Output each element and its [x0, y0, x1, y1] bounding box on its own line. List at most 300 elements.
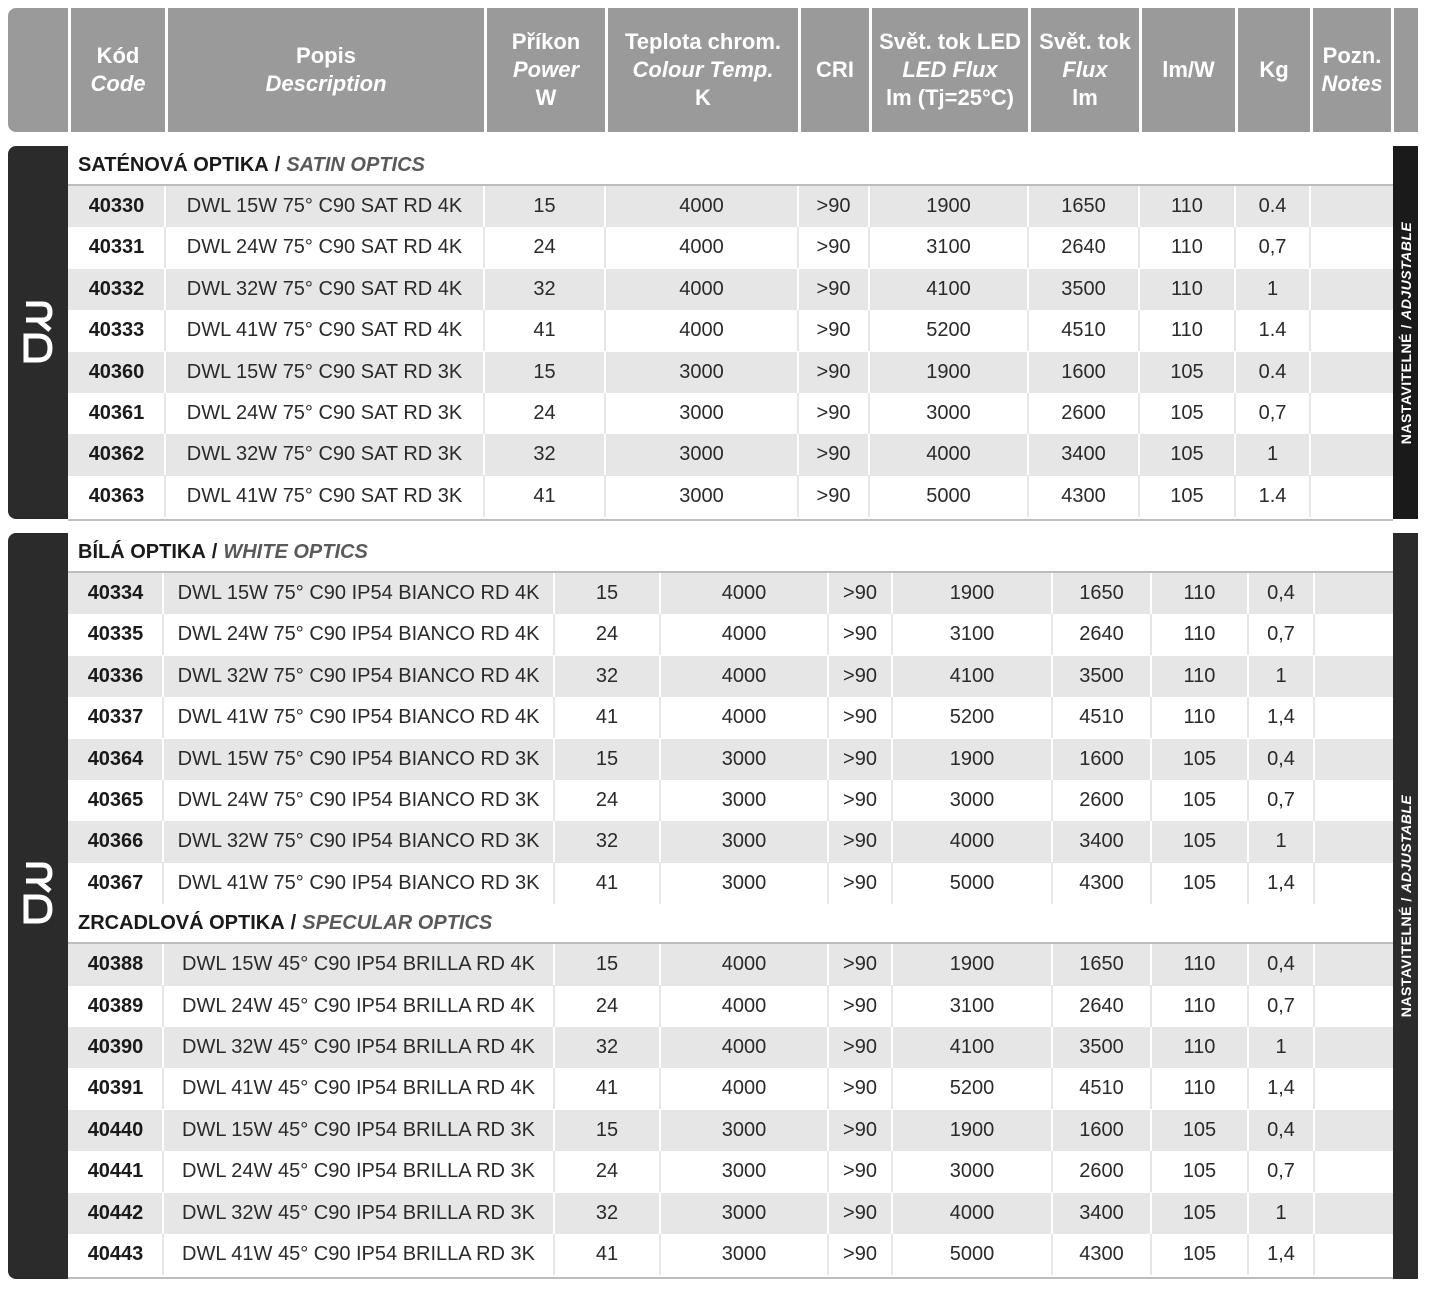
- cell-flux: 1600: [1061, 360, 1106, 383]
- table-row: [68, 1151, 1393, 1192]
- cell-code: 40391: [87, 1077, 144, 1100]
- table-row: [68, 821, 1393, 862]
- cell-led-flux: 1900: [949, 953, 995, 976]
- table-row: [68, 476, 1393, 521]
- cell-description: DWL 41W 75° C90 IP54 BIANCO RD 4K: [177, 706, 540, 729]
- cell-code: 40367: [87, 871, 144, 894]
- cell-code: 40390: [87, 1036, 144, 1058]
- cell-notes: [1310, 352, 1393, 393]
- cell-efficacy: 105: [1182, 789, 1217, 811]
- group-title-sep: /: [274, 153, 281, 176]
- cell-cri: >90: [816, 402, 851, 424]
- cell-weight: 1,4: [1267, 871, 1295, 894]
- cell-colour-temp: 3000: [679, 402, 724, 424]
- cell-cri: >90: [843, 1201, 877, 1224]
- rd-logo-icon: [22, 861, 54, 925]
- cell-efficacy: 110: [1183, 664, 1216, 687]
- table-row: [68, 310, 1393, 351]
- cell-notes: [1310, 434, 1393, 475]
- cell-notes: [1314, 1068, 1393, 1109]
- cell-code: 40336: [87, 664, 144, 687]
- cell-led-flux: 4000: [926, 443, 971, 466]
- cell-flux: 1650: [1079, 582, 1124, 604]
- cell-description: DWL 24W 45° C90 IP54 BRILLA RD 3K: [182, 1160, 535, 1183]
- cell-efficacy: 110: [1183, 994, 1216, 1017]
- cell-efficacy: 105: [1170, 443, 1204, 466]
- section-white-specular: [8, 533, 1418, 1279]
- table-row: [68, 944, 1393, 985]
- header-power-unit: W: [535, 85, 557, 110]
- rd-logo-icon: [22, 300, 54, 364]
- header-led-flux: [872, 8, 1028, 132]
- cell-description: DWL 15W 75° C90 IP54 BIANCO RD 4K: [177, 582, 540, 604]
- section-side-bar: [8, 533, 68, 1279]
- cell-led-flux: 4100: [949, 1036, 995, 1058]
- header-flux-cz: Svět. tok: [1039, 29, 1131, 54]
- cell-code: 40366: [87, 830, 144, 853]
- cell-efficacy: 105: [1182, 1160, 1217, 1183]
- cell-led-flux: 5200: [949, 1077, 995, 1100]
- cell-colour-temp: 3000: [721, 1160, 767, 1183]
- cell-colour-temp: 4000: [721, 623, 767, 646]
- cell-efficacy: 110: [1171, 195, 1203, 217]
- cell-code: 40360: [88, 360, 145, 383]
- cell-cri: >90: [843, 1243, 877, 1265]
- cell-notes: [1310, 269, 1393, 310]
- cell-weight: 0,7: [1267, 1160, 1295, 1183]
- cell-description: DWL 41W 45° C90 IP54 BRILLA RD 3K: [182, 1243, 535, 1265]
- cell-efficacy: 105: [1170, 360, 1204, 383]
- cell-flux: 2600: [1079, 1160, 1124, 1183]
- cell-efficacy: 110: [1183, 623, 1216, 646]
- adjustable-label: NASTAVITELNÉ / ADJUSTABLE: [1397, 794, 1414, 1018]
- group-title-en: SPECULAR OPTICS: [302, 911, 493, 934]
- header-colour-temp-unit: K: [695, 85, 711, 110]
- cell-description: DWL 41W 45° C90 IP54 BRILLA RD 4K: [182, 1077, 535, 1100]
- cell-code: 40440: [87, 1118, 144, 1141]
- cell-notes: [1314, 656, 1393, 697]
- cell-weight: 1: [1266, 443, 1279, 466]
- cell-cri: >90: [843, 871, 877, 894]
- cell-efficacy: 105: [1182, 871, 1217, 894]
- cell-led-flux: 1900: [949, 582, 995, 604]
- cell-flux: 2640: [1079, 994, 1124, 1017]
- cell-power: 32: [533, 277, 556, 300]
- cell-code: 40443: [87, 1243, 144, 1265]
- cell-notes: [1314, 697, 1393, 738]
- cell-weight: 0,4: [1267, 1118, 1295, 1141]
- cell-description: DWL 24W 45° C90 IP54 BRILLA RD 4K: [182, 994, 535, 1017]
- cell-flux: 1600: [1079, 1118, 1124, 1141]
- cell-weight: 1,4: [1267, 1077, 1295, 1100]
- adjustable-strip: [1393, 146, 1418, 519]
- cell-cri: >90: [843, 953, 877, 976]
- cell-efficacy: 110: [1183, 582, 1216, 604]
- cell-cri: >90: [843, 994, 877, 1017]
- header-description-en: Description: [265, 71, 387, 96]
- cell-notes: [1314, 739, 1393, 780]
- cell-notes: [1314, 863, 1393, 904]
- cell-power: 32: [595, 830, 619, 853]
- cell-colour-temp: 4000: [679, 236, 724, 259]
- group-title: [68, 533, 1393, 573]
- cell-description: DWL 15W 75° C90 IP54 BIANCO RD 3K: [177, 747, 540, 770]
- cell-colour-temp: 3000: [679, 484, 724, 507]
- cell-power: 15: [533, 360, 556, 383]
- header-power-cz: Příkon: [511, 29, 581, 54]
- cell-led-flux: 3000: [926, 402, 971, 424]
- cell-description: DWL 15W 45° C90 IP54 BRILLA RD 4K: [182, 953, 535, 976]
- table-row: [68, 739, 1393, 780]
- cell-notes: [1314, 1151, 1393, 1192]
- cell-notes: [1310, 186, 1393, 227]
- cell-weight: 0,7: [1267, 994, 1295, 1017]
- cell-description: DWL 15W 45° C90 IP54 BRILLA RD 3K: [182, 1118, 535, 1141]
- cell-flux: 2640: [1061, 236, 1106, 259]
- cell-colour-temp: 4000: [721, 1077, 767, 1100]
- cell-notes: [1314, 1234, 1393, 1275]
- cell-power: 41: [595, 706, 619, 729]
- cell-weight: 0,7: [1258, 402, 1287, 424]
- cell-description: DWL 32W 75° C90 SAT RD 3K: [186, 443, 463, 466]
- table-row: [68, 986, 1393, 1027]
- table-row: [68, 269, 1393, 310]
- cell-code: 40388: [87, 953, 144, 976]
- cell-power: 41: [595, 871, 619, 894]
- cell-weight: 1.4: [1258, 484, 1287, 507]
- cell-cri: >90: [843, 747, 877, 770]
- cell-efficacy: 105: [1182, 1118, 1217, 1141]
- header-notes: [1313, 8, 1391, 132]
- cell-code: 40330: [88, 195, 145, 217]
- cell-flux: 4510: [1061, 319, 1106, 342]
- cell-weight: 1: [1275, 1036, 1287, 1058]
- header-colour-temp: [608, 8, 798, 132]
- header-efficacy: [1142, 8, 1235, 132]
- cell-notes: [1314, 821, 1393, 862]
- cell-colour-temp: 3000: [679, 443, 724, 466]
- cell-led-flux: 3000: [949, 1160, 995, 1183]
- header-code: [71, 8, 165, 132]
- cell-cri: >90: [843, 830, 877, 853]
- cell-description: DWL 41W 75° C90 IP54 BIANCO RD 3K: [177, 871, 540, 894]
- cell-power: 32: [595, 1036, 619, 1058]
- cell-flux: 1650: [1061, 195, 1106, 217]
- cell-weight: 0,7: [1267, 623, 1295, 646]
- cell-description: DWL 15W 75° C90 SAT RD 4K: [186, 195, 463, 217]
- cell-colour-temp: 4000: [721, 994, 767, 1017]
- group-title-cz: ZRCADLOVÁ OPTIKA: [78, 911, 285, 934]
- cell-notes: [1314, 944, 1393, 985]
- cell-efficacy: 105: [1182, 830, 1217, 853]
- cell-efficacy: 105: [1182, 747, 1217, 770]
- cell-notes: [1310, 227, 1393, 268]
- cell-weight: 0,7: [1267, 789, 1295, 811]
- cell-colour-temp: 4000: [721, 664, 767, 687]
- header-description-cz: Popis: [296, 43, 356, 68]
- table-row: [68, 780, 1393, 821]
- cell-cri: >90: [816, 484, 851, 507]
- cell-colour-temp: 4000: [721, 1036, 767, 1058]
- table-row: [68, 352, 1393, 393]
- cell-led-flux: 1900: [926, 360, 971, 383]
- cell-power: 41: [595, 1243, 619, 1265]
- header-weight: [1238, 8, 1310, 132]
- cell-weight: 0,4: [1267, 747, 1295, 770]
- cell-weight: 0.4: [1258, 195, 1287, 217]
- group-title: [68, 146, 1393, 186]
- cell-led-flux: 3100: [949, 623, 995, 646]
- cell-flux: 3400: [1079, 830, 1124, 853]
- cell-code: 40335: [87, 623, 144, 646]
- cell-code: 40364: [87, 747, 144, 770]
- cell-efficacy: 105: [1182, 1243, 1217, 1265]
- cell-power: 32: [595, 664, 619, 687]
- cell-efficacy: 110: [1183, 1036, 1216, 1058]
- cell-flux: 4300: [1061, 484, 1106, 507]
- cell-efficacy: 110: [1171, 236, 1203, 259]
- header-power-en: Power: [512, 57, 580, 82]
- cell-flux: 3500: [1079, 1036, 1124, 1058]
- cell-colour-temp: 3000: [721, 871, 767, 894]
- cell-power: 15: [533, 195, 556, 217]
- table-row: [68, 393, 1393, 434]
- cell-notes: [1314, 1027, 1393, 1068]
- cell-description: DWL 32W 45° C90 IP54 BRILLA RD 4K: [182, 1036, 535, 1058]
- cell-colour-temp: 4000: [721, 706, 767, 729]
- cell-power: 15: [595, 1118, 619, 1141]
- header-cri: [801, 8, 869, 132]
- cell-colour-temp: 4000: [721, 582, 767, 604]
- cell-description: DWL 32W 75° C90 SAT RD 4K: [186, 277, 463, 300]
- header-led-flux-cz: Svět. tok LED: [879, 29, 1021, 54]
- cell-colour-temp: 4000: [679, 195, 724, 217]
- cell-cri: >90: [816, 236, 851, 259]
- cell-code: 40362: [88, 443, 145, 466]
- cell-colour-temp: 3000: [721, 747, 767, 770]
- cell-flux: 2600: [1061, 402, 1106, 424]
- cell-description: DWL 32W 75° C90 IP54 BIANCO RD 3K: [177, 830, 540, 853]
- cell-code: 40333: [88, 319, 145, 342]
- cell-efficacy: 105: [1182, 1201, 1217, 1224]
- cell-code: 40441: [87, 1160, 144, 1183]
- cell-cri: >90: [843, 706, 877, 729]
- cell-description: DWL 24W 75° C90 IP54 BIANCO RD 4K: [177, 623, 540, 646]
- cell-cri: >90: [843, 789, 877, 811]
- header-weight-label: Kg: [1259, 57, 1289, 82]
- table-row: [68, 1068, 1393, 1109]
- cell-cri: >90: [843, 1160, 877, 1183]
- cell-flux: 3400: [1061, 443, 1106, 466]
- cell-led-flux: 5200: [949, 706, 995, 729]
- header-flux-unit: lm: [1072, 85, 1098, 110]
- cell-weight: 0,4: [1267, 582, 1295, 604]
- header-colour-temp-cz: Teplota chrom.: [624, 29, 782, 54]
- section-side-bar: [8, 146, 68, 519]
- section-satin: [8, 146, 1418, 519]
- cell-weight: 1,4: [1267, 706, 1295, 729]
- cell-flux: 1650: [1079, 953, 1124, 976]
- cell-description: DWL 24W 75° C90 IP54 BIANCO RD 3K: [177, 789, 540, 811]
- cell-code: 40365: [87, 789, 144, 811]
- cell-code: 40361: [88, 402, 145, 424]
- cell-colour-temp: 3000: [721, 1201, 767, 1224]
- table-row: [68, 1110, 1393, 1151]
- cell-weight: 1: [1266, 277, 1279, 300]
- table-row: [68, 614, 1393, 655]
- table-row: [68, 1193, 1393, 1234]
- cell-efficacy: 110: [1183, 1077, 1216, 1100]
- group-title-cz: SATÉNOVÁ OPTIKA: [78, 153, 269, 176]
- cell-colour-temp: 3000: [721, 1243, 767, 1265]
- header-code-cz: Kód: [96, 43, 140, 68]
- header-description: [168, 8, 484, 132]
- cell-cri: >90: [816, 360, 851, 383]
- header-code-en: Code: [90, 71, 146, 96]
- cell-weight: 1: [1275, 664, 1287, 687]
- header-cri-label: CRI: [816, 57, 854, 82]
- cell-weight: 0,4: [1267, 953, 1295, 976]
- cell-power: 24: [595, 994, 619, 1017]
- table-row: [68, 697, 1393, 738]
- cell-description: DWL 41W 75° C90 SAT RD 4K: [186, 319, 463, 342]
- cell-power: 41: [595, 1077, 619, 1100]
- header-efficacy-label: lm/W: [1162, 57, 1215, 82]
- cell-power: 24: [595, 789, 619, 811]
- cell-power: 41: [533, 484, 556, 507]
- cell-power: 32: [533, 443, 556, 466]
- cell-power: 24: [595, 623, 619, 646]
- header-flux-en: Flux: [1062, 57, 1108, 82]
- cell-cri: >90: [843, 664, 877, 687]
- cell-colour-temp: 4000: [679, 319, 724, 342]
- header-power: [487, 8, 605, 132]
- cell-flux: 4510: [1079, 1077, 1124, 1100]
- cell-weight: 1: [1275, 830, 1287, 853]
- table-row: [68, 863, 1393, 908]
- cell-colour-temp: 3000: [721, 1118, 767, 1141]
- cell-led-flux: 5000: [949, 871, 995, 894]
- table-row: [68, 227, 1393, 268]
- cell-cri: >90: [843, 1077, 877, 1100]
- header-flux: [1031, 8, 1139, 132]
- cell-cri: >90: [843, 1118, 877, 1141]
- cell-cri: >90: [816, 277, 851, 300]
- cell-flux: 3400: [1079, 1201, 1124, 1224]
- group-title-sep: /: [211, 540, 218, 563]
- cell-led-flux: 4000: [949, 830, 995, 853]
- cell-description: DWL 15W 75° C90 SAT RD 3K: [186, 360, 463, 383]
- table-row: [68, 186, 1393, 227]
- group-title-sep: /: [290, 911, 297, 934]
- cell-code: 40389: [87, 994, 144, 1017]
- group-title-en: WHITE OPTICS: [223, 540, 368, 563]
- cell-led-flux: 3000: [949, 789, 995, 811]
- cell-efficacy: 110: [1183, 706, 1216, 729]
- header-notes-cz: Pozn.: [1322, 43, 1382, 68]
- cell-notes: [1314, 1193, 1393, 1234]
- cell-flux: 2600: [1079, 789, 1124, 811]
- cell-notes: [1314, 1110, 1393, 1151]
- group-title: [68, 904, 1393, 944]
- cell-weight: 0.4: [1258, 360, 1287, 383]
- cell-efficacy: 110: [1171, 319, 1203, 342]
- cell-power: 24: [533, 402, 556, 424]
- cell-led-flux: 3100: [926, 236, 971, 259]
- cell-description: DWL 24W 75° C90 SAT RD 3K: [186, 402, 463, 424]
- group-title-en: SATIN OPTICS: [286, 153, 425, 176]
- cell-led-flux: 4100: [926, 277, 971, 300]
- cell-led-flux: 4000: [949, 1201, 995, 1224]
- cell-code: 40332: [88, 277, 145, 300]
- cell-flux: 4300: [1079, 1243, 1124, 1265]
- cell-efficacy: 110: [1183, 953, 1216, 976]
- cell-flux: 4510: [1079, 706, 1124, 729]
- cell-power: 41: [533, 319, 556, 342]
- cell-code: 40331: [88, 236, 145, 259]
- cell-code: 40442: [87, 1201, 144, 1224]
- cell-flux: 1600: [1079, 747, 1124, 770]
- cell-cri: >90: [816, 319, 851, 342]
- cell-led-flux: 3100: [949, 994, 995, 1017]
- table-row: [68, 1027, 1393, 1068]
- cell-power: 15: [595, 747, 619, 770]
- cell-notes: [1310, 310, 1393, 351]
- table-row: [68, 434, 1393, 475]
- cell-led-flux: 1900: [949, 1118, 995, 1141]
- adjustable-label: NASTAVITELNÉ / ADJUSTABLE: [1397, 221, 1414, 444]
- cell-weight: 1: [1275, 1201, 1287, 1224]
- table-header: [8, 8, 1418, 132]
- cell-description: DWL 24W 75° C90 SAT RD 4K: [186, 236, 463, 259]
- table-row: [68, 573, 1393, 614]
- table-row: [68, 656, 1393, 697]
- cell-led-flux: 4100: [949, 664, 995, 687]
- cell-led-flux: 5200: [926, 319, 971, 342]
- group-title-cz: BÍLÁ OPTIKA: [78, 540, 206, 563]
- cell-led-flux: 1900: [926, 195, 971, 217]
- cell-notes: [1314, 573, 1393, 614]
- cell-power: 24: [533, 236, 556, 259]
- cell-notes: [1310, 393, 1393, 434]
- cell-code: 40334: [87, 582, 144, 604]
- header-led-flux-unit: lm (Tj=25°C): [886, 85, 1014, 110]
- cell-efficacy: 105: [1170, 402, 1204, 424]
- cell-colour-temp: 3000: [679, 360, 724, 383]
- cell-flux: 2640: [1079, 623, 1124, 646]
- cell-colour-temp: 4000: [679, 277, 724, 300]
- cell-cri: >90: [816, 443, 851, 466]
- cell-cri: >90: [843, 623, 877, 646]
- cell-notes: [1314, 986, 1393, 1027]
- cell-weight: 1.4: [1258, 319, 1287, 342]
- header-led-flux-en: LED Flux: [902, 57, 998, 82]
- cell-efficacy: 105: [1170, 484, 1204, 507]
- cell-power: 24: [595, 1160, 619, 1183]
- cell-weight: 1,4: [1267, 1243, 1295, 1265]
- cell-code: 40337: [87, 706, 144, 729]
- cell-description: DWL 41W 75° C90 SAT RD 3K: [186, 484, 463, 507]
- cell-colour-temp: 3000: [721, 830, 767, 853]
- cell-cri: >90: [843, 1036, 877, 1058]
- adjustable-strip: [1393, 533, 1418, 1279]
- header-notes-en: Notes: [1321, 71, 1383, 96]
- cell-colour-temp: 3000: [721, 789, 767, 811]
- cell-led-flux: 5000: [926, 484, 971, 507]
- cell-led-flux: 5000: [949, 1243, 995, 1265]
- cell-notes: [1314, 614, 1393, 655]
- cell-cri: >90: [816, 195, 851, 217]
